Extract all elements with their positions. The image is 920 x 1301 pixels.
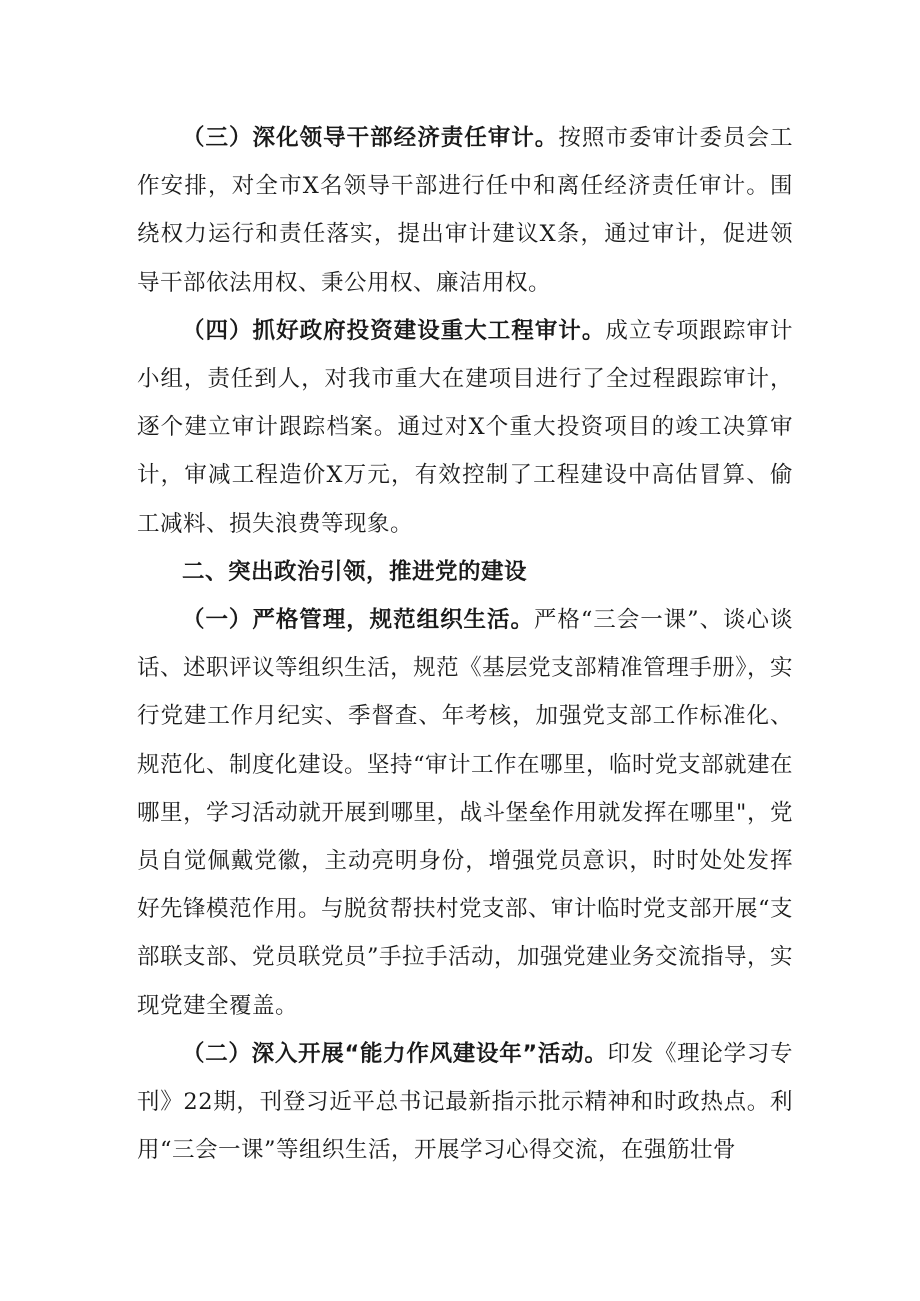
paragraph-lead: （三）深化领导干部经济责任审计。 [182,125,559,151]
document-body [137,114,793,1174]
paragraph-lead: （一）严格管理，规范组织生活。 [182,607,534,634]
paragraph-lead: （四）抓好政府投资建设重大工程审计。 [182,317,606,344]
paragraph-lead: （二）深入开展“能力作风建设年”活动。 [182,1040,608,1067]
paragraph-body: 严格“三会一课”、谈心谈话、述职评议等组织生活，规范《基层党支部精准管理手册》，实行党建工作月纪实、季督查、年考核，加强党支部工作标准化、规范化、制度化建设。坚持“审计工作在哪里，临时党支部就建在哪里，学习活动就开展到哪里，战斗堡垒作用就发挥在哪里"，党员自觉佩戴党徽，主动亮明身份，增强党员意识，时时处处发挥好先锋模范作用。与脱贫帮扶村党支部、审计临时党支部开展“支部联支部、党员联党员”手拉手活动，加强党建业务交流指导，实现党建全覆盖。 [137,607,794,1019]
paragraph-body: 印发《理论学习专刊》22期，刊登习近平总书记最新指示批示精神和时政热点。利用“三会一课”等组织生活，开展学习心得交流，在强筋壮骨 [137,1040,793,1164]
paragraph-investment-audit [137,307,793,548]
paragraph-body: 按照市委审计委员会工作安排，对全市X名领导干部进行任中和离任经济责任审计。围绕权力运行和责任落实，提出审计建议X条，通过审计，促进领导干部依法用权、秉公用权、廉洁用权。 [137,125,793,296]
paragraph-organization-life [137,596,793,1030]
paragraph-audit-leaders [137,114,793,307]
paragraph-body: 成立专项跟踪审计小组，责任到人，对我市重大在建项目进行了全过程跟踪审计，逐个建立审计跟踪档案。通过对X个重大投资项目的竣工决算审计，审减工程造价X万元，有效控制了工程建设中高估冒算、偷工减料、损失浪费等现象。 [137,317,793,537]
paragraph-capability-year [137,1030,793,1175]
section-heading: 二、突出政治引领，推进党的建设 [182,558,528,585]
